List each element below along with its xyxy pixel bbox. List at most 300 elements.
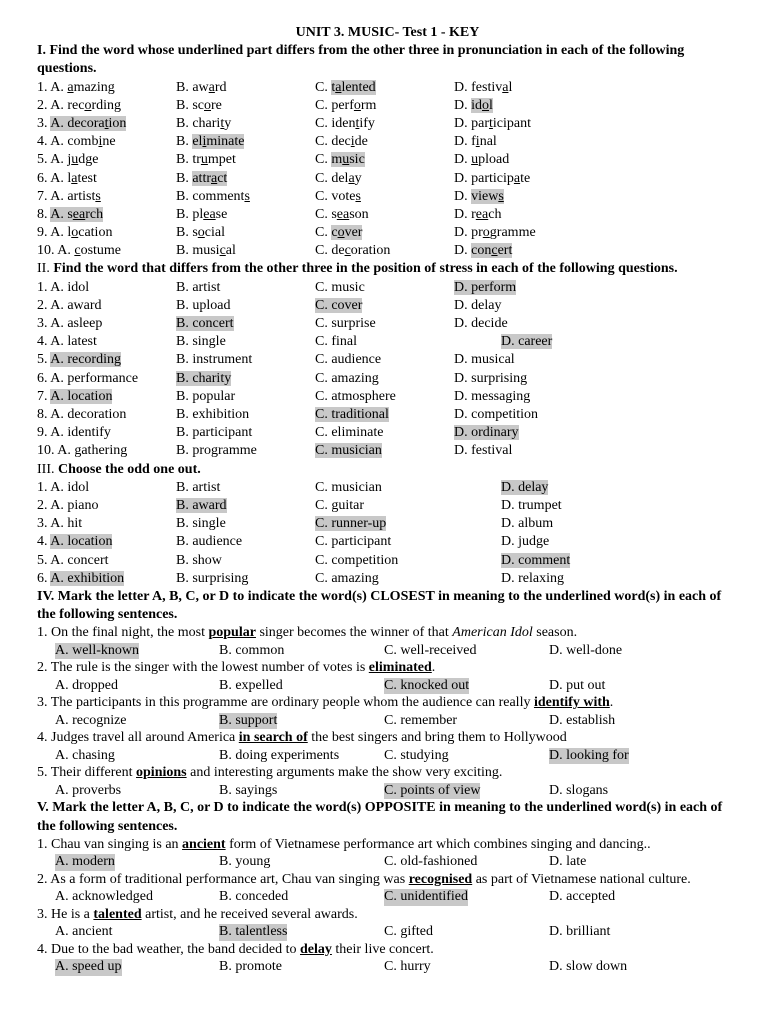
answer-option: A. ancient (55, 923, 113, 939)
option-prefix: D. (454, 297, 472, 313)
option-cell (454, 97, 738, 115)
section-1-roman: I. (37, 43, 46, 59)
option-word: messaging (471, 388, 531, 404)
option-prefix: B. (176, 352, 193, 368)
option-word: festival (471, 443, 513, 459)
underlined-letters: ea (475, 206, 489, 222)
word-end: re (211, 97, 222, 113)
option-word: final (331, 334, 357, 350)
option-prefix: B. (176, 188, 193, 204)
option-cell (454, 552, 738, 570)
question-row (37, 351, 738, 369)
answer-option: A. proverbs (55, 782, 122, 798)
option-cell (315, 406, 454, 424)
option-word (67, 134, 115, 149)
word-start: A. decora (50, 115, 105, 131)
option-word: artist (192, 479, 221, 495)
option-cell (454, 351, 738, 369)
option-cell (454, 315, 738, 333)
answer-option: A. recognize (55, 712, 127, 728)
option-word: competition (331, 552, 399, 568)
word-start: de (331, 243, 345, 259)
option-word: judge (518, 534, 550, 550)
underlined-letters: u (71, 152, 79, 168)
question-row (37, 552, 738, 570)
question-row (37, 224, 738, 242)
option-prefix: 7. A. (37, 188, 68, 204)
option-word: hit (67, 516, 83, 532)
word-start: sc (192, 97, 205, 113)
word-end: mazing (73, 79, 115, 95)
option-word: amazing (331, 370, 379, 386)
answer-option: D. late (549, 853, 587, 869)
option-prefix: 5. (37, 352, 51, 368)
option-word: D. career (501, 334, 553, 350)
word-end: ify (359, 115, 375, 131)
keyword: recognised (408, 871, 473, 887)
word-end: al (225, 243, 236, 259)
option-prefix: D. (454, 407, 472, 422)
option-cell (315, 570, 454, 588)
underlined-letters: a (335, 79, 342, 95)
option-prefix: C. (315, 115, 332, 131)
option-prefix: 9. A. (37, 225, 68, 241)
option-word (471, 116, 531, 131)
answer-cell (549, 783, 608, 800)
underlined-letters: c (344, 243, 351, 259)
option-cell (176, 224, 315, 242)
option-word (192, 152, 236, 167)
word-end: oration (350, 243, 391, 259)
word-start: r (471, 206, 476, 222)
word-start: rec (67, 97, 85, 113)
option-word: C. cover (315, 297, 363, 313)
option-word (471, 171, 530, 186)
keyword: in search of (238, 730, 308, 746)
option-word: B. concert (176, 316, 234, 332)
word-start: attr (192, 170, 211, 186)
option-cell (37, 151, 176, 169)
section-1-questions (37, 79, 738, 261)
option-cell (454, 515, 738, 533)
word-end: l (508, 79, 513, 95)
option-prefix: 7. (37, 388, 51, 404)
option-cell (176, 442, 315, 460)
option-cell (37, 333, 176, 351)
option-word: amazing (331, 570, 379, 586)
option-cell (315, 97, 454, 115)
option-cell (37, 315, 176, 333)
option-word: atmosphere (331, 388, 396, 404)
option-prefix: D. (454, 79, 472, 95)
option-prefix: 6. A. (37, 170, 68, 186)
option-prefix: C. (315, 497, 332, 513)
section-3-heading (37, 461, 738, 479)
answer-cell (384, 889, 549, 906)
option-prefix: B. (176, 534, 193, 550)
option-word (471, 152, 509, 167)
option-prefix: 9. A. (37, 425, 68, 441)
option-cell (315, 333, 454, 351)
option-prefix: D. (454, 97, 472, 113)
option-word: concert (67, 552, 109, 568)
option-word (192, 243, 236, 258)
option-cell (37, 442, 176, 460)
keyword: eliminated (368, 660, 432, 676)
option-word: D. comment (501, 552, 571, 568)
option-prefix: D. (454, 443, 472, 459)
option-cell (37, 388, 176, 406)
option-cell (176, 570, 315, 588)
option-prefix: D. (454, 152, 472, 168)
option-cell (315, 479, 454, 497)
option-prefix: 3. A. (37, 516, 68, 532)
answer-option: A. well-known (55, 642, 139, 658)
option-word: upload (192, 297, 231, 313)
option-cell (454, 533, 738, 551)
option-cell (454, 133, 738, 151)
option-cell (315, 115, 454, 133)
answer-options (37, 924, 738, 941)
answer-options (37, 889, 738, 906)
option-cell (454, 206, 738, 224)
option-word: instrument (192, 352, 253, 368)
option-word: C. musician (315, 443, 382, 459)
answer-options (37, 748, 738, 765)
option-prefix: B. (176, 297, 193, 313)
underlined-letters: o (353, 97, 361, 113)
answer-cell (55, 959, 219, 976)
option-word (50, 207, 103, 222)
option-word (331, 207, 368, 222)
answer-cell (384, 643, 549, 660)
option-cell (37, 224, 176, 242)
underlined-letters: i (475, 134, 480, 150)
option-prefix: C. (315, 334, 332, 350)
word-end: cial (204, 225, 226, 241)
option-prefix: C. (315, 425, 332, 441)
underlined-letters: i (98, 134, 103, 150)
option-word (67, 152, 98, 167)
answer-cell (549, 889, 615, 906)
option-cell (37, 79, 176, 97)
question-row (37, 206, 738, 224)
sentence-end: season. (532, 625, 578, 641)
word-start: del (331, 170, 349, 186)
option-prefix: B. (176, 243, 193, 259)
underlined-letters: t (220, 115, 225, 131)
option-cell (37, 133, 176, 151)
option-prefix: 4. A. (37, 134, 68, 150)
answer-cell (549, 643, 622, 660)
question-sentence (37, 941, 738, 959)
word-start: perf (331, 97, 354, 113)
option-prefix: B. (176, 97, 193, 113)
word-end: y (224, 115, 232, 131)
section-2-instructions: Find the word that differs from the other three in the position of stress in each of the following questions. (49, 261, 678, 277)
option-prefix: D. (501, 534, 519, 550)
section-4-heading: IV. Mark the letter A, B, C, or D to indicate the word(s) CLOSEST in meaning to the underlined word(s) in each of the following sentences. (37, 588, 722, 623)
word-start: el (192, 134, 203, 150)
question-row (37, 533, 738, 551)
option-word (192, 171, 227, 186)
option-word (67, 80, 114, 95)
word-start: j (67, 152, 72, 168)
option-prefix: 8. A. (37, 407, 68, 422)
word-end: rding (91, 97, 121, 113)
option-prefix: B. (176, 279, 193, 295)
sentence-start: 3. He is a (37, 906, 94, 922)
section-5-questions (37, 836, 738, 976)
option-prefix: C. (315, 479, 332, 495)
section-3-instructions: Choose the odd one out. (54, 461, 201, 477)
answer-option: D. looking for (549, 747, 629, 763)
underlined-letters: u (200, 152, 208, 168)
keyword: talented (93, 906, 142, 922)
option-prefix: B. (176, 225, 193, 241)
answer-cell (219, 643, 384, 660)
option-cell (176, 151, 315, 169)
option-word: asleep (67, 316, 103, 332)
sentence-middle: as part of Vietnamese national culture. (472, 871, 691, 887)
sentence-middle: the best singers and bring them to Hollywood (307, 730, 567, 746)
option-word: D. ordinary (454, 425, 519, 441)
option-cell (37, 370, 176, 388)
answer-option: D. establish (549, 712, 616, 728)
question-row (37, 442, 738, 460)
underlined-letters: a (71, 170, 78, 186)
option-cell (37, 97, 176, 115)
answer-options (37, 643, 738, 660)
option-cell (454, 115, 738, 133)
answer-option: C. gifted (384, 923, 433, 939)
option-word: award (67, 297, 102, 313)
option-cell (37, 188, 176, 206)
option-word: audience (331, 352, 382, 368)
word-start: f (471, 134, 476, 150)
option-cell (315, 224, 454, 242)
answer-cell (219, 748, 384, 765)
option-cell (37, 242, 176, 260)
word-end: son (349, 206, 369, 222)
sentence-middle: and interesting arguments make the show very exciting. (186, 765, 503, 781)
sentence-middle: their live concert. (331, 941, 434, 957)
word-start: artist (67, 188, 96, 204)
answer-option: B. promote (219, 958, 282, 974)
option-word (50, 116, 126, 131)
question-row (37, 97, 738, 115)
question-sentence (37, 871, 738, 889)
option-cell (315, 133, 454, 151)
option-cell (37, 497, 176, 515)
option-prefix: D. (501, 516, 519, 532)
section-3-questions (37, 479, 738, 588)
word-end: nal (479, 134, 497, 150)
underlined-letters: c (74, 243, 81, 259)
word-start: comment (192, 188, 245, 204)
option-prefix: C. (315, 79, 332, 95)
question-row (37, 297, 738, 315)
word-start: pl (192, 206, 204, 222)
option-word (67, 189, 100, 204)
option-cell (176, 424, 315, 442)
word-start: s (331, 206, 337, 222)
answer-option: C. points of view (384, 782, 481, 798)
word-start: par (471, 115, 490, 131)
word-end: ct (217, 170, 228, 186)
underlined-letters: i (202, 134, 207, 150)
option-cell (315, 242, 454, 260)
answer-cell (55, 783, 219, 800)
answer-option: D. accepted (549, 888, 616, 904)
question-row (37, 151, 738, 169)
option-cell (176, 297, 315, 315)
answer-cell (384, 713, 549, 730)
option-prefix: C. (315, 97, 332, 113)
sentence-middle: . (431, 660, 436, 676)
question-row (37, 333, 738, 351)
option-word: trumpet (518, 497, 562, 513)
option-prefix: C. (315, 206, 332, 222)
option-prefix: C. (315, 534, 332, 550)
underlined-letters: a (502, 79, 509, 95)
option-prefix: D. (454, 388, 472, 404)
option-word: programme (192, 443, 257, 459)
sentence-start: 2. The rule is the singer with the lowest number of votes is (37, 660, 369, 676)
option-word: A. exhibition (50, 570, 125, 586)
word-start: festiv (471, 79, 503, 95)
option-word (331, 116, 375, 131)
option-word (471, 80, 512, 95)
section-2-heading (37, 260, 738, 278)
option-word (74, 243, 121, 258)
option-word (471, 225, 536, 240)
option-cell (37, 406, 176, 424)
word-end: de (354, 134, 368, 150)
option-word: exhibition (192, 407, 250, 422)
sentence-italic: American Idol (452, 625, 533, 641)
word-start: view (471, 188, 499, 204)
word-start: vote (331, 188, 356, 204)
option-word (67, 225, 112, 240)
option-word: surprise (331, 316, 376, 332)
option-word (331, 171, 361, 186)
answer-cell (219, 959, 384, 976)
word-end: l (489, 97, 493, 113)
option-prefix: B. (176, 443, 193, 459)
word-start: comb (67, 134, 99, 150)
option-prefix: B. (176, 552, 193, 568)
option-prefix: B. (176, 388, 193, 404)
option-cell (454, 242, 738, 260)
option-word (471, 243, 512, 258)
option-cell (454, 406, 738, 424)
option-prefix: 6. (37, 570, 51, 586)
option-cell (176, 552, 315, 570)
option-cell (176, 515, 315, 533)
option-cell (37, 479, 176, 497)
option-prefix: C. (315, 134, 332, 150)
question-sentence (37, 836, 738, 854)
option-cell (315, 79, 454, 97)
sentence-middle: singer becomes the winner of that (255, 625, 453, 641)
word-end: ostume (80, 243, 122, 259)
option-word: musical (471, 352, 515, 368)
option-cell (315, 388, 454, 406)
sentence-start: 5. Their different (37, 765, 137, 781)
section-3-roman: III. (37, 461, 55, 477)
option-word: surprising (192, 570, 249, 586)
option-prefix: D. (454, 206, 472, 222)
option-cell (454, 79, 738, 97)
option-cell (315, 533, 454, 551)
option-word: latest (67, 334, 97, 350)
option-word: participant (192, 425, 253, 441)
option-word: musician (331, 479, 382, 495)
option-prefix: D. (454, 316, 472, 332)
option-cell (37, 170, 176, 188)
answer-cell (55, 854, 219, 871)
answer-options (37, 854, 738, 871)
underlined-letters: a (513, 170, 521, 186)
option-prefix: 1. A. (37, 79, 68, 95)
answer-option: B. talentless (219, 923, 288, 939)
option-word: A. recording (50, 352, 121, 368)
option-prefix: B. (176, 206, 193, 222)
option-cell (176, 188, 315, 206)
option-word: show (192, 552, 222, 568)
option-word: participant (331, 534, 392, 550)
option-word (331, 243, 390, 258)
option-word (331, 152, 364, 167)
option-cell (315, 170, 454, 188)
sentence-middle: artist, and he received several awards. (141, 906, 358, 922)
option-prefix: B. (176, 152, 193, 168)
option-prefix: 3. (37, 115, 51, 131)
answer-option: C. studying (384, 747, 449, 763)
option-prefix: C. (315, 388, 332, 404)
underlined-letters: ea (203, 206, 216, 222)
option-prefix: 1. A. (37, 279, 68, 295)
underlined-letters: a (208, 79, 215, 95)
option-cell (37, 115, 176, 133)
option-prefix: B. (176, 334, 193, 350)
option-prefix: D. (454, 243, 472, 259)
option-word: music (331, 279, 365, 295)
option-cell (315, 297, 454, 315)
question-row (37, 406, 738, 424)
sentence-start: 1. Chau van singing is an (37, 836, 183, 852)
option-word: A. location (50, 388, 113, 404)
option-cell (37, 297, 176, 315)
question-sentence (37, 624, 738, 642)
underlined-letters: t (104, 115, 109, 131)
question-row (37, 79, 738, 97)
option-prefix: C. (315, 552, 332, 568)
word-end: y (354, 170, 362, 186)
option-prefix: B. (176, 479, 193, 495)
word-start: pr (471, 225, 483, 241)
answer-cell (549, 924, 610, 941)
answer-cell (55, 924, 219, 941)
option-cell (315, 515, 454, 533)
underlined-letters: s (244, 188, 250, 204)
option-cell (454, 424, 738, 442)
section-2-questions (37, 279, 738, 461)
option-cell (454, 388, 738, 406)
underlined-letters: t (355, 115, 360, 131)
word-end: test (77, 170, 97, 186)
